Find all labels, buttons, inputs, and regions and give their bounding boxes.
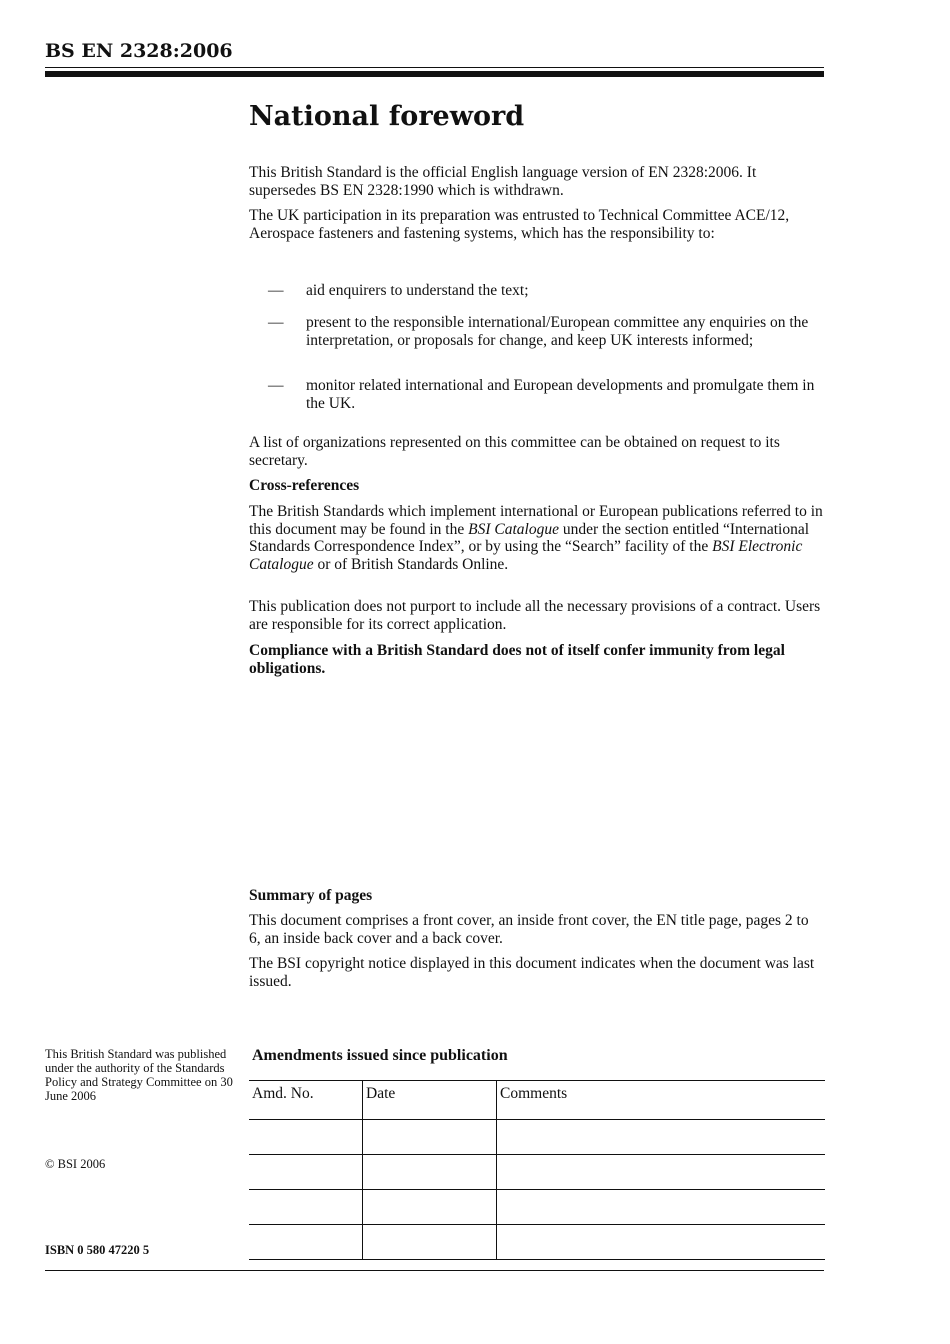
list-item: present to the responsible international/European committee any enquiries on the interpretation, or proposals for change, and keep UK interests informed; (306, 314, 809, 349)
column-header-amd-no: Amd. No. (249, 1081, 363, 1120)
table-cell (363, 1225, 497, 1260)
table-row (249, 1190, 825, 1225)
column-header-date: Date (363, 1081, 497, 1120)
table-cell (497, 1190, 826, 1225)
provisions-paragraph: This publication does not purport to include all the necessary provisions of a contract. Users are responsible for its correct application. (249, 598, 821, 633)
bsi-electronic-catalogue-title: BSI Electronic Catalogue (249, 538, 803, 573)
table-row (249, 1225, 825, 1260)
organizations-paragraph: A list of organizations represented on this committee can be obtained on request to its secretary. (249, 434, 780, 469)
table-cell (249, 1225, 363, 1260)
header-rule-thick (45, 71, 824, 77)
summary-heading: Summary of pages (249, 887, 373, 904)
copyright-notice-paragraph: The BSI copyright notice displayed in this document indicates when the document was last issued. (249, 955, 815, 990)
isbn: ISBN 0 580 47220 5 (45, 1243, 150, 1257)
cross-references-paragraph: The British Standards which implement international or European publications referred to in this document may be found in the BSI Catalogue under the section entitled “International Standards Correspondence Index”, or by using the “Search” facility of the BSI Electronic Catalogue or of British Standards Online. (249, 503, 823, 573)
compliance-statement: Compliance with a British Standard does not of itself confer immunity from legal obligations. (249, 642, 785, 677)
standard-id: BS EN 2328:2006 (45, 40, 233, 62)
copyright-line: © BSI 2006 (45, 1157, 106, 1171)
table-row (249, 1155, 825, 1190)
table-header-row (249, 1081, 825, 1120)
column-header-comments: Comments (497, 1081, 826, 1120)
committee-paragraph: The UK participation in its preparation was entrusted to Technical Committee ACE/12, Aerospace fasteners and fastening systems, which has the responsibility to: (249, 207, 790, 242)
summary-paragraph: This document comprises a front cover, an inside front cover, the EN title page, pages 2 to 6, an inside back cover and a back cover. (249, 912, 809, 947)
bsi-catalogue-title: BSI Catalogue (468, 520, 559, 538)
bullet-dash: — (268, 314, 284, 331)
amendments-heading: Amendments issued since publication (252, 1047, 508, 1064)
page-title: National foreword (249, 101, 525, 132)
publication-authority-note: This British Standard was published under the authority of the Standards Policy and Strategy Committee on 30 June 2006 (45, 1047, 233, 1103)
header-rule-thin (45, 67, 824, 68)
cross-references-heading: Cross-references (249, 477, 360, 494)
table-cell (249, 1120, 363, 1155)
list-item: monitor related international and European developments and promulgate them in the UK. (306, 377, 815, 412)
table-cell (249, 1190, 363, 1225)
footer-rule (45, 1270, 824, 1271)
table-cell (363, 1120, 497, 1155)
intro-paragraph: This British Standard is the official English language version of EN 2328:2006. It supersedes BS EN 2328:1990 which is withdrawn. (249, 164, 757, 199)
table-cell (497, 1225, 826, 1260)
table-cell (249, 1155, 363, 1190)
table-cell (363, 1190, 497, 1225)
list-item: aid enquirers to understand the text; (306, 282, 529, 299)
table-row (249, 1120, 825, 1155)
table-cell (363, 1155, 497, 1190)
bullet-dash: — (268, 377, 284, 394)
amendments-table (249, 1080, 825, 1260)
bullet-dash: — (268, 282, 284, 299)
table-cell (497, 1120, 826, 1155)
table-cell (497, 1155, 826, 1190)
